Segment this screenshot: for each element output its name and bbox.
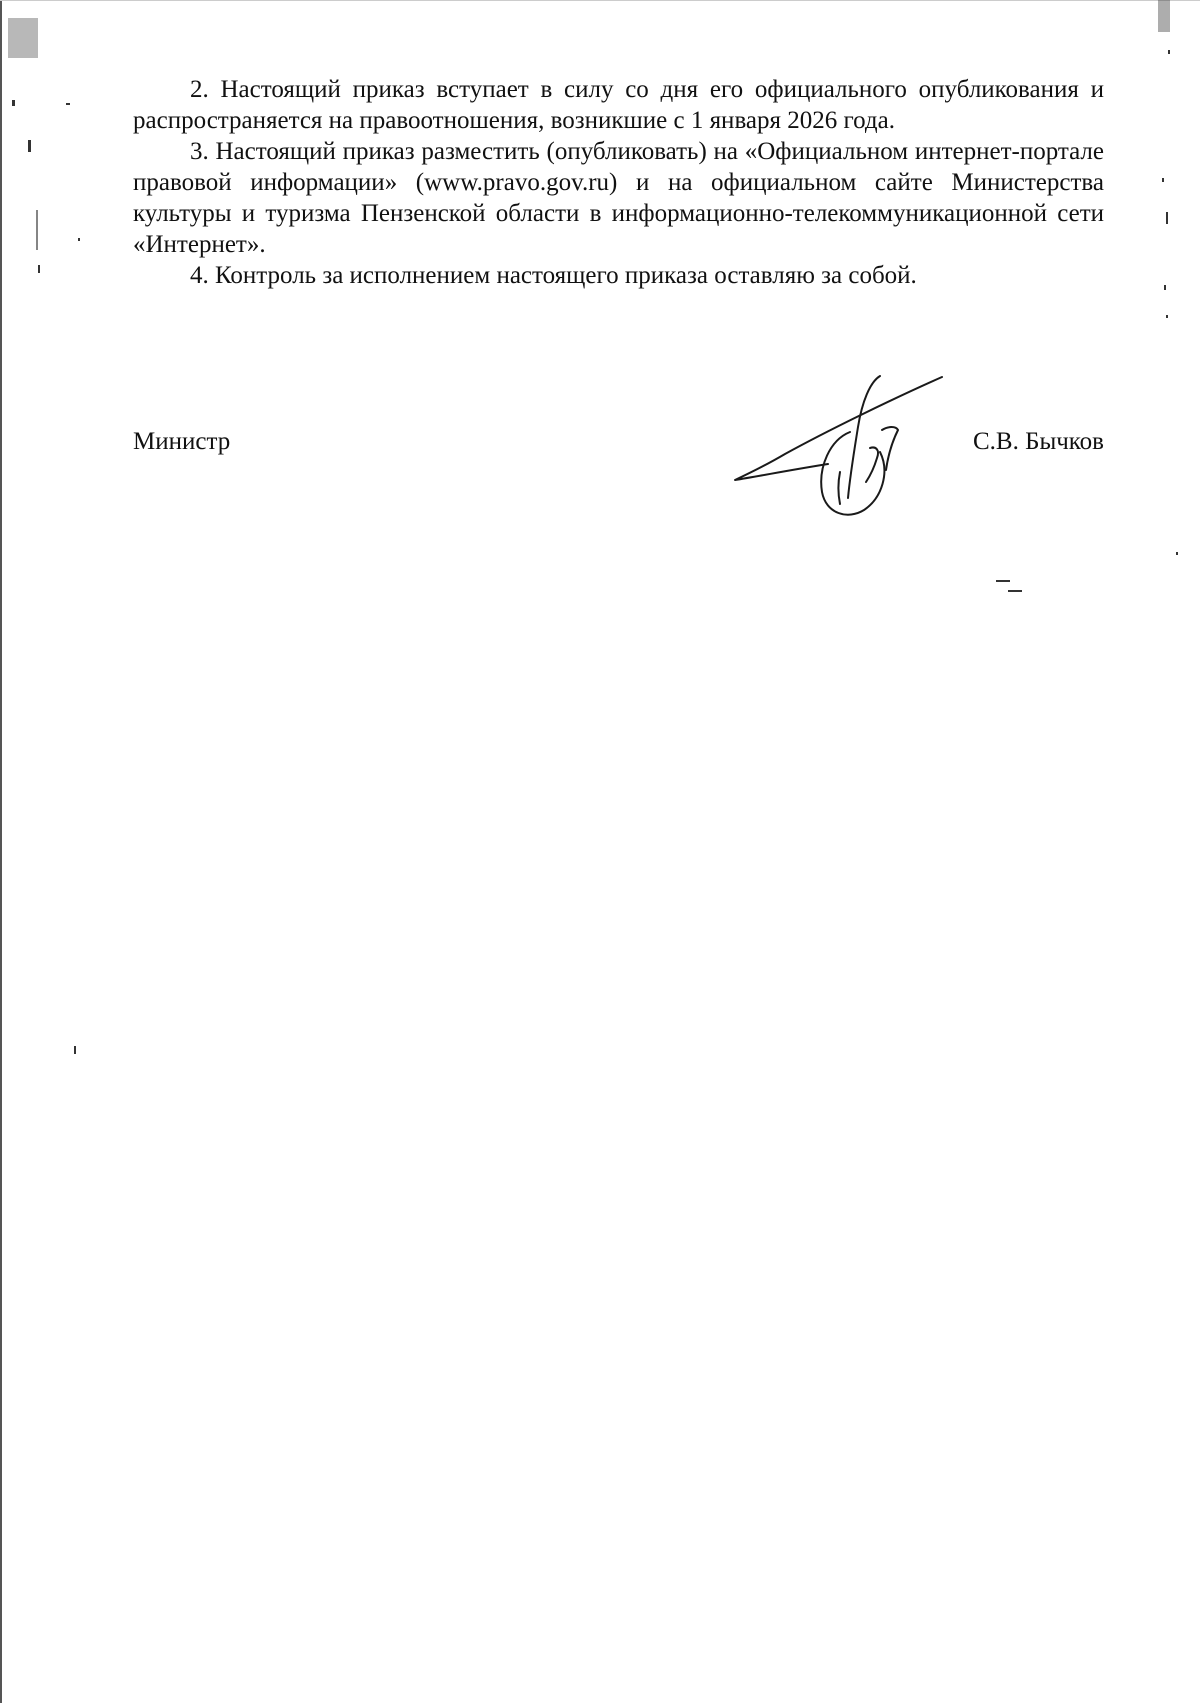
scan-speck <box>74 1046 76 1054</box>
scan-speck <box>1176 552 1178 555</box>
scan-edge-left <box>0 0 2 1703</box>
scan-speck <box>1166 315 1168 318</box>
scan-speck <box>38 265 40 273</box>
paragraph-3: 3. Настоящий приказ разместить (опубликовать) на «Официальном интернет-портале правовой информации» (www.pravo.gov.ru) и на официальном сайте Министерства культуры и туризма Пензенской области в информационно-телекоммуникационной сети «Интернет». <box>133 138 1104 258</box>
scan-speck <box>66 103 70 105</box>
signature-block <box>133 428 1104 468</box>
scan-speck <box>1158 0 1170 32</box>
scan-speck <box>1166 212 1168 224</box>
scan-speck <box>1162 178 1164 182</box>
paragraph-2: 2. Настоящий приказ вступает в силу со дня его официального опубликования и распространяется на правоотношения, возникшие с 1 января 2026 года. <box>133 76 1104 134</box>
scan-speck <box>8 18 38 58</box>
scan-speck <box>1164 285 1166 290</box>
scan-speck <box>996 580 1010 582</box>
scan-speck <box>12 100 15 106</box>
document-body <box>133 74 1104 291</box>
handwritten-signature <box>730 372 945 522</box>
paragraph-4: 4. Контроль за исполнением настоящего приказа оставляю за собой. <box>190 262 917 289</box>
scan-speck <box>36 210 38 250</box>
scan-speck <box>28 140 31 152</box>
scan-speck <box>78 238 80 241</box>
scan-speck <box>1008 590 1022 592</box>
signatory-position: Министр <box>133 428 231 455</box>
signatory-name: С.В. Бычков <box>972 428 1104 455</box>
scan-edge-top <box>0 0 1200 1</box>
scan-speck <box>1168 50 1170 54</box>
